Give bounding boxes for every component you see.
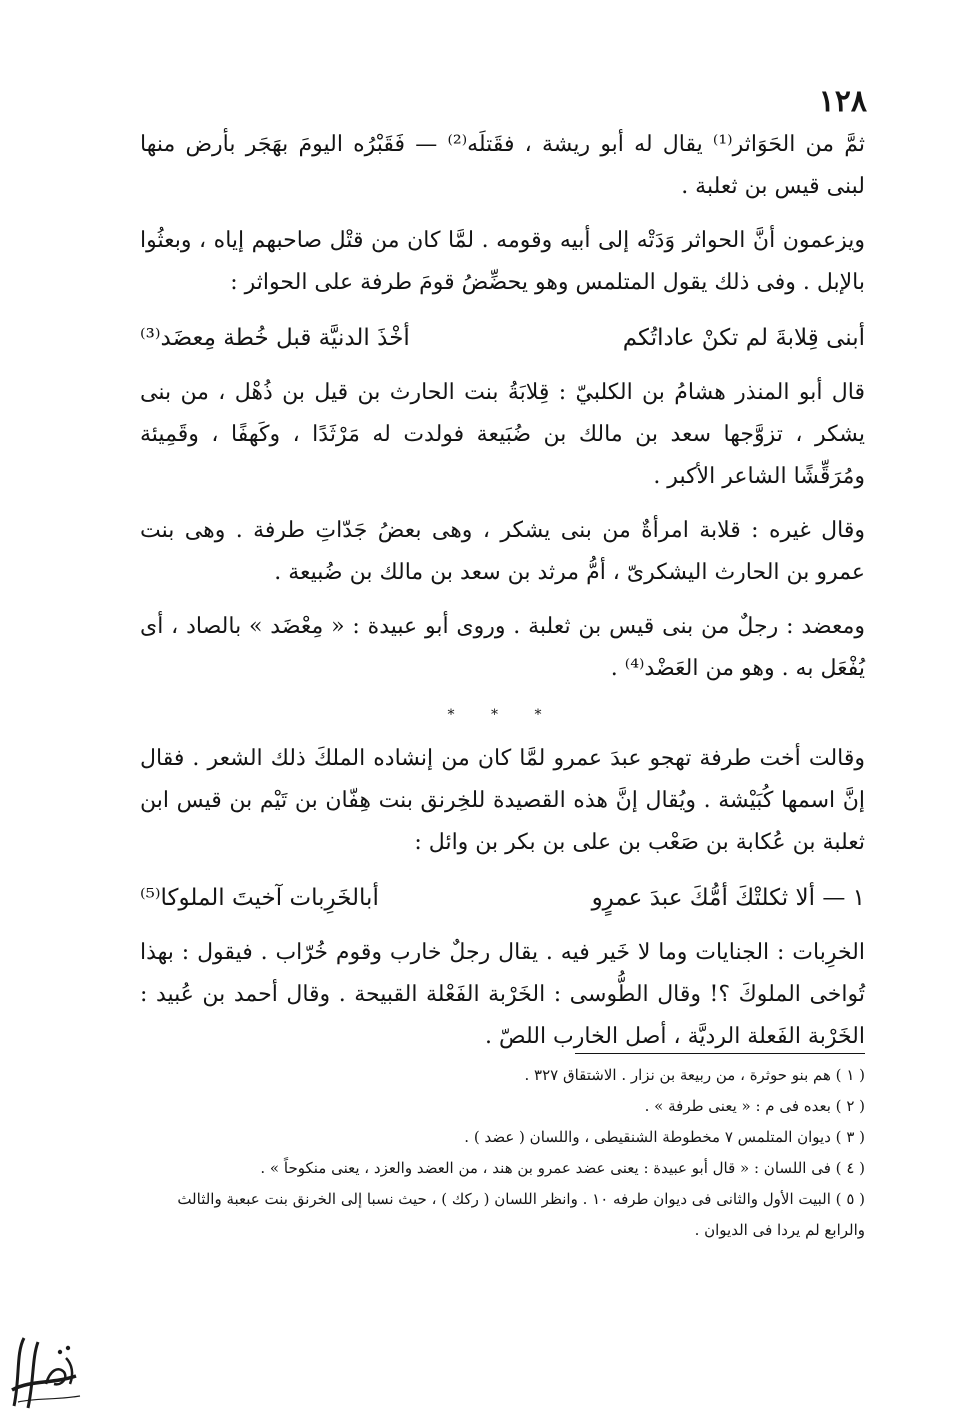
verse-line-2 — [140, 876, 865, 920]
footnote-1: ( ١ ) هم بنو حوثرة ، من ربيعة بن نزار . الاشتقاق ٣٢٧ . — [524, 1066, 865, 1084]
footnotes — [140, 1060, 865, 1246]
paragraph-5: ومعضد : رجلٌ من بنى قيس بن ثعلبة . وروى أبو عبيدة : « مِعْضَد » بالصاد ، أى يُفْعَل به . وهو من العَضْد⁽⁴⁾ . — [140, 614, 865, 681]
section-separator: * * * — [447, 707, 558, 723]
calligraphy-stamp-logo — [6, 1318, 86, 1413]
main-text — [140, 124, 865, 1070]
verse-1-first-hemistich: أبنى قِلابةَ لم تكنْ عاداتُكم — [622, 325, 865, 351]
footnote-2: ( ٢ ) بعده فى م : « يعنى طرفة » . — [644, 1097, 865, 1115]
paragraph-7: الخرِبات : الجنايات وما لا خَير فيه . يقال رجلٌ خارب وقوم خُرّاب . فيقول : بهذا تُواخى الملوكَ ؟! وقال الطُّوسى : الخَرْبة الفَعْلة القبيحة . وقال أحمد بن عُبيد : الخَرْبة الفَعلة الرديَّة ، أصل الخارب اللصّ . — [140, 940, 865, 1049]
footnote-3: ( ٣ ) ديوان المتلمس ٧ مخطوطة الشنقيطى ، واللسان ( عضد ) . — [464, 1128, 865, 1146]
paragraph-6: وقالت أخت طرفة تهجو عبدَ عمرو لمَّا كان من إنشاده الملكَ ذلك الشعر . فقال إنَّ اسمها كُبَيْشة . ويُقال إنَّ هذه القصيدة للخِرنق بنت هِفّان بن تَيْم بن قيس ابن ثعلبة بن عُكابة بن صَعْب بن على بن بكر بن وائل : — [140, 746, 865, 855]
paragraph-1: ثمَّ من الحَوَاثر⁽¹⁾ يقال له أبو ريشة ، فقَتلَه⁽²⁾ — فَقَبْرُه اليومَ بهَجَر بأرض منها لبنى قيس بن ثعلبة . — [140, 132, 866, 199]
verse-line-1 — [140, 316, 865, 360]
verse-1-second-hemistich: أخْذَ الدنيَّة قبل خُطة مِعضَد⁽³⁾ — [140, 325, 410, 351]
verse-2-first-hemistich: ١ — ألا ثكلتْكَ أمُّكَ عبدَ عمرٍو — [591, 885, 865, 911]
footnote-4: ( ٤ ) فى اللسان : « قال أبو عبيدة : يعنى عضد عمرو بن هند ، من العضد والعزد ، يعنى منكوحاً » . — [260, 1159, 865, 1177]
paragraph-3: قال أبو المنذر هشامُ بن الكلبيّ : قِلابَةُ بنت الحارث بن قيل بن ذُهْل ، من بنى يشكر ، تزوَّجها سعد بن مالك بن ضُبَيعة فولدت له مَرْثَدًا ، وكَهفًا ، وقَمِيئة ومُرَقِّشًا الشاعر الأكبر . — [140, 380, 865, 489]
footnote-5: ( ٥ ) البيت الأول والثانى فى ديوان طرفه ١٠ . وانظر اللسان ( ركك ) ، حيث نسبا إلى الخرنق بنت عبعبة والثالث والرابع لم يردا فى الديوان . — [177, 1190, 865, 1239]
paragraph-4: وقال غيره : قلابة امرأةٌ من بنى يشكر ، وهى بعضُ جَدّاتِ طرفة . وهى بنت عمرو بن الحارث اليشكرىّ ، أمُّ مرثد بن سعد بن مالك بن ضُبيعة . — [140, 518, 865, 585]
paragraph-2: ويزعمون أنَّ الحواثر وَدَتْه إلى أبيه وقومه . لمَّا كان من قتْل صاحبهم إياه ، وبعثُوا بالإبل . وفى ذلك يقول المتلمس وهو يحضِّضُ قومَ طرفة على الحواثر : — [140, 228, 865, 295]
footnote-divider — [575, 1053, 865, 1054]
page-number: ١٢٨ — [818, 84, 867, 119]
verse-2-second-hemistich: أبالخَرِبات آخيتَ الملوكا⁽⁵⁾ — [140, 885, 379, 911]
